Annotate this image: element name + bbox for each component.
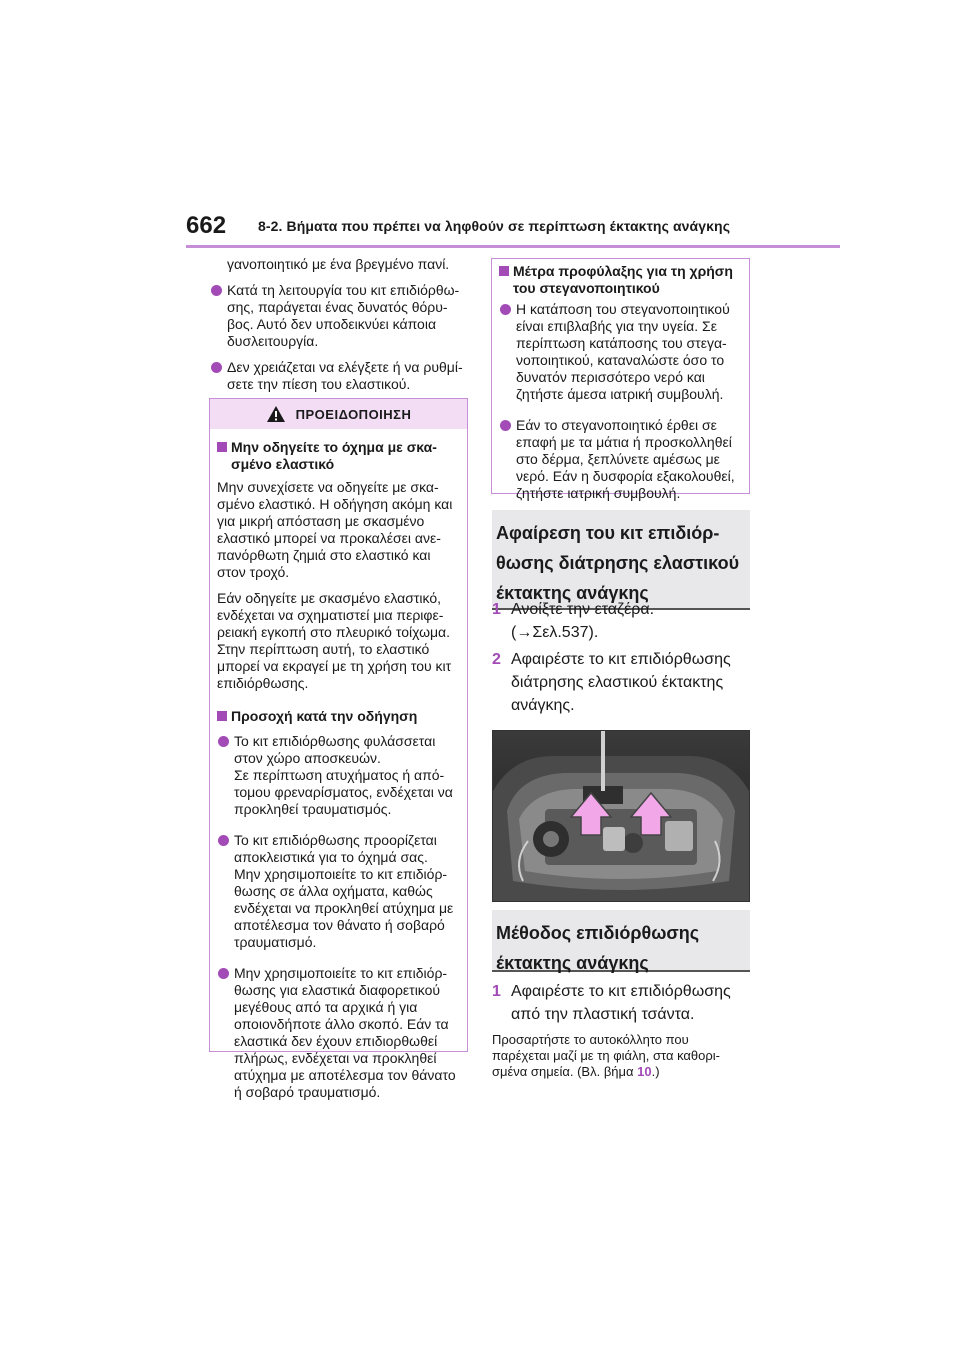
warning-triangle-icon (266, 405, 286, 423)
chapter-title: 8-2. Βήματα που πρέπει να ληφθούν σε περίπτωση έκτακτης ανάγκης (258, 218, 731, 234)
square-bullet-icon (217, 442, 227, 452)
text-line: ελαστικά δεν έχουν επιδιορθωθεί (234, 1033, 438, 1049)
text-line: μεγέθους από τα αρχικά ή για (234, 999, 418, 1015)
text-line: διάτρησης ελαστικού έκτακτης (511, 674, 724, 691)
text-line: επιδιόρθωσης. (217, 675, 309, 691)
warning-paragraph (217, 479, 459, 581)
text-line: Αφαιρέστε το κιτ επιδιόρθωσης (511, 983, 731, 1000)
warning-header (210, 399, 467, 429)
bullet-dot-icon (500, 420, 511, 431)
text-line: από την πλαστική τσάντα. (511, 1006, 695, 1023)
step-item (492, 598, 752, 644)
text-line: σμένο ελαστικό (231, 456, 335, 472)
text-line: Αφαιρέστε το κιτ επιδιόρθωσης (511, 651, 731, 668)
text-line: ελαστικό μπορεί να προκαλέσει ανε- (217, 530, 441, 546)
bullet-dot-icon (218, 736, 229, 747)
intro-line: γανοποιητικό με ένα βρεγμένο πανί. (227, 256, 450, 272)
warning-heading (217, 708, 459, 725)
text-line: Προσοχή κατά την οδήγηση (231, 708, 418, 724)
text-line: Μην συνεχίσετε να οδηγείτε με σκα- (217, 479, 439, 495)
caution-box (491, 258, 750, 501)
warning-body (210, 429, 467, 1101)
text-line: νοποιητικού, καταναλώστε όσο το (516, 352, 725, 368)
page-number: 662 (186, 212, 227, 239)
text-line: Εάν οδηγείτε με σκασμένο ελαστικό, (217, 590, 441, 606)
text-line: ενδέχεται να προκληθεί ατύχημα με (234, 900, 454, 916)
text-line: στον τροχό. (217, 564, 290, 580)
text-line: θωσης σε άλλα οχήματα, καθώς (234, 883, 433, 899)
text-line: ζητήστε ιατρική συμβουλή. (516, 485, 681, 501)
step-number: 1 (492, 983, 501, 1000)
list-item (210, 282, 468, 350)
left-column (210, 256, 468, 402)
text-line: ζητήστε άμεσα ιατρική συμβουλή. (516, 386, 724, 402)
step-number: 2 (492, 651, 501, 668)
text-line: οποιονδήποτε άλλο σκοπό. Εάν τα (234, 1016, 449, 1032)
text-line: στο δέρμα, ξεπλύνετε αμέσως με (516, 451, 720, 467)
text-line: ανάγκης. (511, 697, 575, 714)
note-text: σμένα σημεία. (Βλ. βήμα (492, 1064, 638, 1079)
list-item (217, 832, 459, 951)
text-line: σμένο ελαστικό. Η οδήγηση ακόμη και (217, 496, 453, 512)
text-line: Σε περίπτωση ατυχήματος ή από- (234, 767, 445, 783)
text-line: νερό. Εάν η δυσφορία εξακολουθεί, (516, 468, 735, 484)
text-line: Μην χρησιμοποιείτε το κιτ επιδιόρ- (234, 965, 448, 981)
step-reference: 10 (637, 1064, 652, 1079)
bullet-dot-icon (500, 304, 511, 315)
header-rule (186, 245, 840, 248)
warning-paragraph (217, 590, 459, 692)
note-end: .) (651, 1064, 660, 1079)
text-line: αποτέλεσμα τον θάνατο ή σοβαρό (234, 917, 445, 933)
text-line: ή σοβαρό τραυματισμό. (234, 1084, 381, 1100)
square-bullet-icon (217, 711, 227, 721)
text-line: Κατά τη λειτουργία του κιτ επιδιόρθω- (227, 282, 460, 298)
text-line: παρέχεται μαζί με τη φιάλη, στα καθορι- (492, 1048, 721, 1063)
section-heading (492, 910, 750, 972)
text-line: Μέτρα προφύλαξης για τη χρήση (513, 263, 733, 279)
text-line: Δεν χρειάζεται να ελέγξετε ή να ρυθμί- (227, 359, 463, 375)
text-line: Μην χρησιμοποιείτε το κιτ επιδιόρ- (234, 866, 448, 882)
text-line: έκτακτης ανάγκης (496, 953, 649, 973)
square-bullet-icon (499, 266, 509, 276)
text-line: Μην οδηγείτε το όχημα με σκα- (231, 439, 437, 455)
text-line: Αφαίρεση του κιτ επιδιόρ- (496, 523, 720, 543)
text-line: προκληθεί τραυματισμός. (234, 801, 392, 817)
list-item (499, 417, 741, 502)
text-line: Το κιτ επιδιόρθωσης προορίζεται (234, 832, 437, 848)
text-line: Προσαρτήστε το αυτοκόλλητο που (492, 1032, 689, 1047)
text-line: για μικρή απόσταση με σκασμένο (217, 513, 425, 529)
text-line: Η κατάποση του στεγανοποιητικού (516, 301, 730, 317)
trunk-photo (492, 730, 750, 902)
list-item (210, 359, 468, 393)
text-line: δυσλειτουργία. (227, 333, 319, 349)
text-line: (→Σελ.537). (511, 624, 599, 641)
text-line: ενδέχεται να σχηματιστεί μια περιφε- (217, 607, 444, 623)
bullet-dot-icon (211, 285, 222, 296)
text-line: θωσης για ελαστικά διαφορετικού (234, 982, 441, 998)
list-item (499, 301, 741, 403)
text-line: είναι επιβλαβής για την υγεία. Σε (516, 318, 717, 334)
text-line: μπορεί να εκραγεί με τη χρήση του κιτ (217, 658, 452, 674)
text-line: σετε την πίεση του ελαστικού. (227, 376, 411, 392)
text-line: Το κιτ επιδιόρθωσης φυλάσσεται (234, 733, 436, 749)
text-line: βος. Αυτό δεν υποδεικνύει κάποια (227, 316, 437, 332)
bullet-dot-icon (211, 362, 222, 373)
warning-title: ΠΡΟΕΙΔΟΠΟΙΗΣΗ (295, 406, 412, 422)
text-line: ατύχημα με αποτέλεσμα τον θάνατο (234, 1067, 456, 1083)
section-heading (492, 510, 750, 610)
caution-heading (499, 263, 741, 297)
text-line (492, 1064, 752, 1080)
text-line: σης, παράγεται ένας δυνατός θόρυ- (227, 299, 448, 315)
list-item (217, 733, 459, 818)
text-line: αποκλειστικά για το όχημά σας. (234, 849, 428, 865)
trunk-illustration (493, 731, 749, 901)
text-line: Στην περίπτωση αυτή, το ελαστικό (217, 641, 430, 657)
step-note (492, 1032, 752, 1080)
text-line: πλήρως, ενδέχεται να προκληθεί (234, 1050, 437, 1066)
text-line: Εάν το στεγανοποιητικό έρθει σε (516, 417, 717, 433)
text-line: θωσης διάτρησης ελαστικού (496, 553, 740, 573)
bullet-dot-icon (218, 835, 229, 846)
text-line: έκτακτης ανάγκης (496, 583, 649, 603)
step-item (492, 648, 752, 717)
text-line: ρειακή εγκοπή στο πλευρικό τοίχωμα. (217, 624, 451, 640)
text-line: τομου φρεναρίσματος, ενδέχεται να (234, 784, 453, 800)
text-line: δυνατόν περισσότερο νερό και (516, 369, 705, 385)
text-line: του στεγανοποιητικού (513, 280, 660, 296)
warning-heading (217, 439, 459, 473)
text-line: πανόρθωτη ζημιά στο ελαστικό και (217, 547, 431, 563)
text-line: περίπτωση κατάποσης του στεγα- (516, 335, 727, 351)
text-line: Ανοίξτε την εταζέρα. (511, 601, 655, 618)
list-item (217, 965, 459, 1101)
step-number: 1 (492, 601, 501, 618)
warning-box (209, 398, 468, 1100)
step-item (492, 980, 752, 1026)
text-line: Μέθοδος επιδιόρθωσης (496, 923, 700, 943)
bullet-dot-icon (218, 968, 229, 979)
text-line: επαφή με τα μάτια ή προσκολληθεί (516, 434, 732, 450)
text-line: στον χώρο αποσκευών. (234, 750, 381, 766)
text-line: τραυματισμό. (234, 934, 317, 950)
